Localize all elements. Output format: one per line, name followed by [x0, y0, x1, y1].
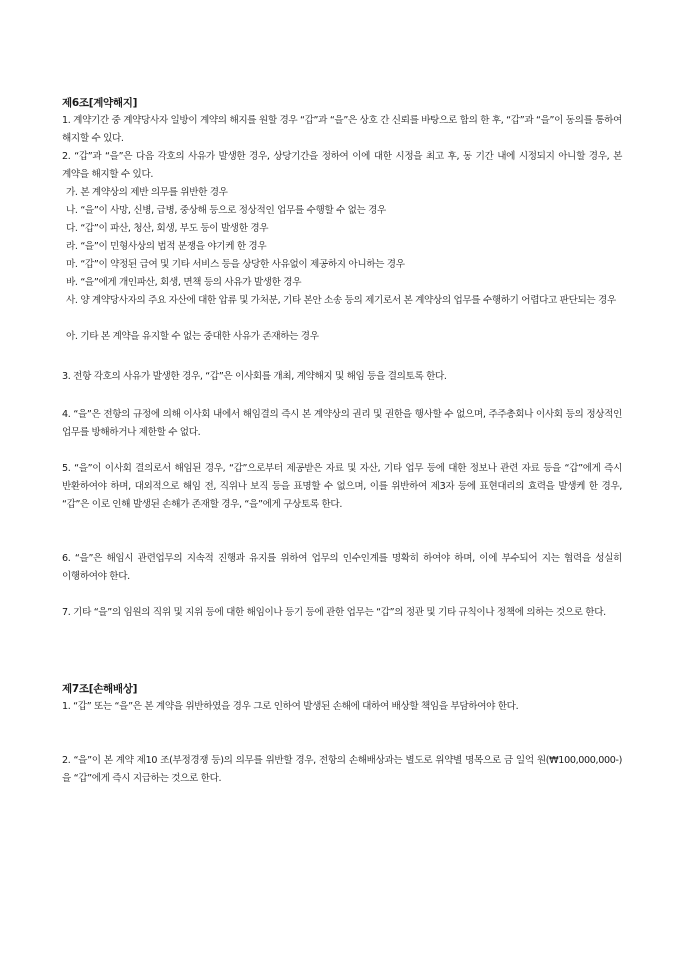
article6-clause-2: 2. “갑”과 “을”은 다음 각호의 사유가 발생한 경우, 상당기간을 정하여 이에 대한 시정을 최고 후, 동 기간 내에 시정되지 아니할 경우, 본 계약을 해지할 수 있다. — [62, 151, 622, 180]
article6-clause-7: 7. 기타 “을”의 임원의 직위 및 지위 등에 대한 해임이나 등기 등에 관한 업무는 “갑”의 정관 및 기타 규칙이나 정책에 의하는 것으로 한다. — [62, 607, 606, 618]
article6-item-ga: 가. 본 계약상의 제반 의무를 위반한 경우 — [66, 187, 228, 198]
article7-clause-2: 2. “을”이 본 계약 제10 조(부정경쟁 등)의 의무를 위반할 경우, 전항의 손해배상과는 별도로 위약별 명목으로 금 일억 원(₩100,000,000-)을 “갑”에게 즉시 지급하는 것으로 한다. — [62, 755, 622, 784]
article6-item-da: 다. “갑”이 파산, 청산, 회생, 부도 등이 발생한 경우 — [66, 223, 269, 234]
article6-item-a: 아. 기타 본 계약을 유지할 수 없는 중대한 사유가 존재하는 경우 — [66, 331, 319, 342]
article7-clause-1: 1. “갑” 또는 “을”은 본 계약을 위반하였을 경우 그로 인하여 발생된 손해에 대하여 배상할 책임을 부담하여야 한다. — [62, 701, 519, 712]
article6-clause-1: 1. 계약기간 중 계약당사자 일방이 계약의 해지를 원할 경우 “갑”과 “을”은 상호 간 신뢰를 바탕으로 합의 한 후, “갑”과 “을”이 동의를 통하여 해지할 수 있다. — [62, 115, 622, 144]
article6-item-ra: 라. “을”이 민형사상의 법적 분쟁을 야기케 한 경우 — [66, 241, 267, 252]
article6-heading: 제6조[계약해지] — [62, 97, 138, 109]
article6-item-ma: 마. “갑”이 약정된 급여 및 기타 서비스 등을 상당한 사유없이 제공하지 아니하는 경우 — [66, 259, 405, 270]
article6-item-ba: 바. “을”에게 개인파산, 회생, 면책 등의 사유가 발생한 경우 — [66, 277, 302, 288]
article6-item-sa: 사. 양 계약당사자의 주요 자산에 대한 압류 및 가처분, 기타 본안 소송 등의 제기로서 본 계약상의 업무를 수행하기 어렵다고 판단되는 경우 — [66, 295, 616, 306]
article6-clause-6: 6. “을”은 해임시 관련업무의 지속적 진행과 유지를 위하여 업무의 인수인계를 명확히 하여야 하며, 이에 부수되어 지는 협력을 성실히 이행하여야 한다. — [62, 553, 622, 582]
article6-clause-3: 3. 전항 각호의 사유가 발생한 경우, “갑”은 이사회를 개최, 계약해지 및 해임 등을 결의토록 한다. — [62, 371, 447, 382]
article6-clause-5: 5. “을”이 이사회 결의로서 해임된 경우, “갑”으로부터 제공받은 자료 및 자산, 기타 업무 등에 대한 정보나 관련 자료 등을 “갑”에게 즉시 반환하여야 하며, 대외적으로 해임 전, 직위나 보직 등을 표명할 수 없으며, 이를 위반하여 제3자 등에 표현대리의 효력을 발생케 한 경우, “갑”은 이로 인해 발생된 손해가 존재할 경우, “을”에게 구상토록 한다. — [62, 463, 622, 510]
article6-item-na: 나. “을”이 사망, 신병, 급병, 중상해 등으로 정상적인 업무를 수행할 수 없는 경우 — [66, 205, 386, 216]
article7-heading: 제7조[손해배상] — [62, 683, 138, 695]
article6-clause-4: 4. “을”은 전항의 규정에 의해 이사회 내에서 해임결의 즉시 본 계약상의 권리 및 권한을 행사할 수 없으며, 주주총회나 이사회 등의 정상적인 업무를 방해하거나 제한할 수 없다. — [62, 409, 622, 438]
